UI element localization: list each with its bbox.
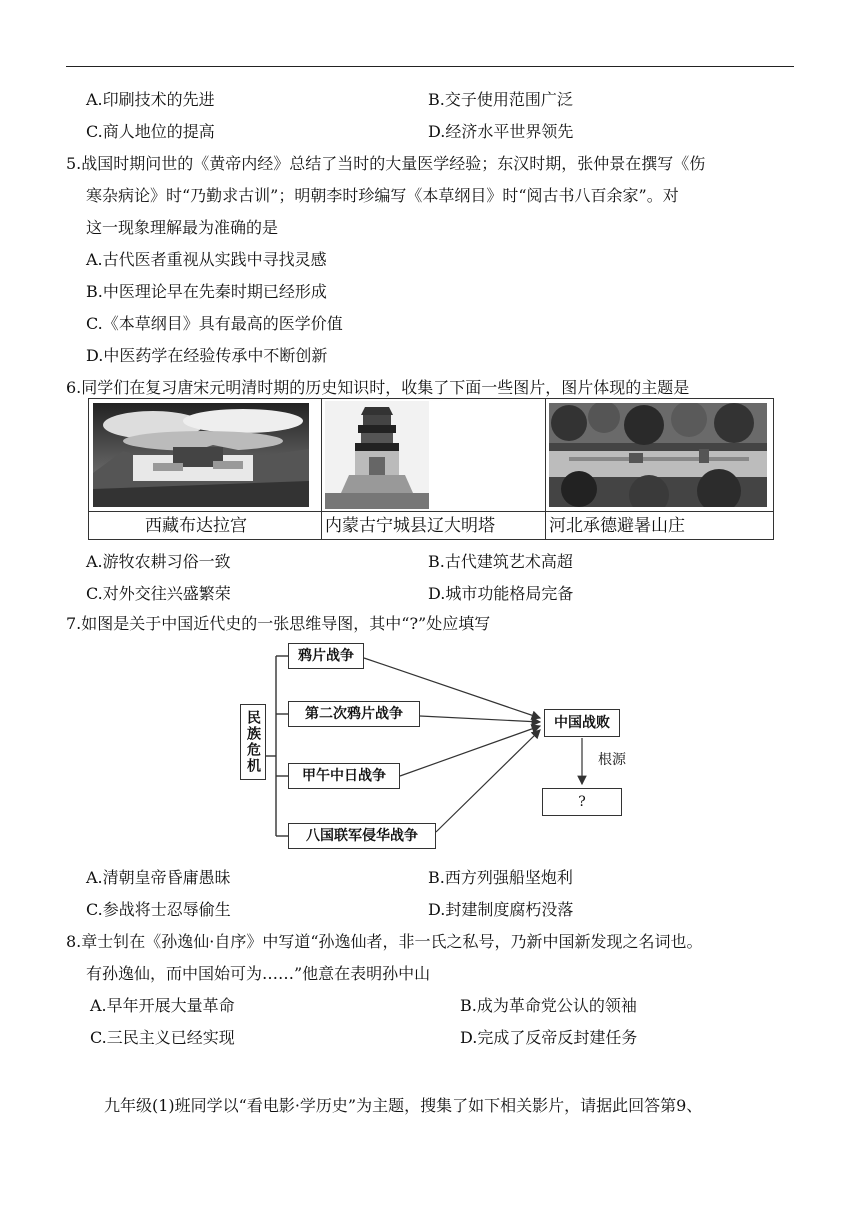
- q5-option-c: C.《本草纲目》具有最高的医学价值: [86, 314, 343, 333]
- q8-stem-line2: 有孙逸仙，而中国始可为……”他意在表明孙中山: [86, 964, 431, 983]
- q6-option-b: B.古代建筑艺术高超: [428, 552, 573, 571]
- q5-option-a: A.古代医者重视从实践中寻找灵感: [86, 250, 327, 269]
- unknown-box: [542, 788, 622, 816]
- war-box-second-opium: [288, 701, 420, 727]
- q5-stem-line2: 寒杂病论》时“乃勤求古训”；明朝李时珍编写《本草纲目》时“阅古书八百余家”。对: [86, 186, 679, 205]
- q6-option-d: D.城市功能格局完备: [428, 584, 574, 603]
- q8-option-d: D.完成了反帝反封建任务: [460, 1028, 638, 1047]
- photo-table: [88, 398, 774, 540]
- q7-option-d: D.封建制度腐朽没落: [428, 900, 574, 919]
- caption-potala: 西藏布达拉宫: [145, 516, 247, 536]
- arrow-label-root-cause: 根源: [598, 752, 626, 768]
- q8-option-c: C.三民主义已经实现: [90, 1028, 235, 1047]
- unknown-label: ?: [578, 794, 586, 810]
- war-box-opium: [288, 643, 364, 669]
- war-box-sino-japanese: [288, 763, 400, 789]
- mind-map-root-label: 民族危机: [245, 710, 261, 774]
- q4-option-a: A.印刷技术的先进: [86, 90, 215, 109]
- q6-option-a: A.游牧农耕习俗一致: [86, 552, 231, 571]
- q8-option-a: A.早年开展大量革命: [90, 996, 235, 1015]
- q5-stem-line3: 这一现象理解最为准确的是: [86, 218, 279, 237]
- q7-option-c: C.参战将士忍辱偷生: [86, 900, 231, 919]
- q8-stem-line1: 8.章士钊在《孙逸仙·自序》中写道“孙逸仙者，非一氏之私号，乃新中国新发现之名词也。: [66, 932, 703, 951]
- q5-stem-line1: 5.战国时期问世的《黄帝内经》总结了当时的大量医学经验；东汉时期，张仲景在撰写《伤: [66, 154, 706, 173]
- pagoda-photo: [325, 401, 429, 509]
- caption-resort: 河北承德避暑山庄: [549, 516, 685, 536]
- q7-option-a: A.清朝皇帝昏庸愚昧: [86, 868, 231, 887]
- caption-pagoda: 内蒙古宁城县辽大明塔: [325, 516, 495, 536]
- header-rule: [66, 66, 794, 67]
- caption-row: [89, 511, 773, 540]
- mind-map-root: [240, 704, 266, 780]
- summer-resort-photo: [549, 403, 767, 507]
- q6-option-c: C.对外交往兴盛繁荣: [86, 584, 231, 603]
- q8-option-b: B.成为革命党公认的领袖: [460, 996, 637, 1015]
- q7-stem: 7.如图是关于中国近代史的一张思维导图，其中“?”处应填写: [66, 614, 491, 633]
- q4-option-d: D.经济水平世界领先: [428, 122, 574, 141]
- q7-option-b: B.西方列强船坚炮利: [428, 868, 573, 887]
- q6-stem: 6.同学们在复习唐宋元明清时期的历史知识时，收集了下面一些图片，图片体现的主题是: [66, 378, 690, 397]
- section-intro: 九年级(1)班同学以“看电影·学历史”为主题，搜集了如下相关影片，请据此回答第9、: [104, 1096, 703, 1115]
- war-label: 八国联军侵华战争: [306, 828, 418, 844]
- result-label: 中国战败: [554, 715, 610, 731]
- q4-option-b: B.交子使用范围广泛: [428, 90, 573, 109]
- war-box-eight-nation: [288, 823, 436, 849]
- q5-option-b: B.中医理论早在先秦时期已经形成: [86, 282, 327, 301]
- result-box: [544, 709, 620, 737]
- q5-option-d: D.中医药学在经验传承中不断创新: [86, 346, 328, 365]
- q4-option-c: C.商人地位的提高: [86, 122, 215, 141]
- potala-palace-photo: [93, 403, 309, 507]
- war-label: 第二次鸦片战争: [305, 706, 403, 722]
- war-label: 鸦片战争: [298, 648, 354, 664]
- war-label: 甲午中日战争: [302, 768, 386, 784]
